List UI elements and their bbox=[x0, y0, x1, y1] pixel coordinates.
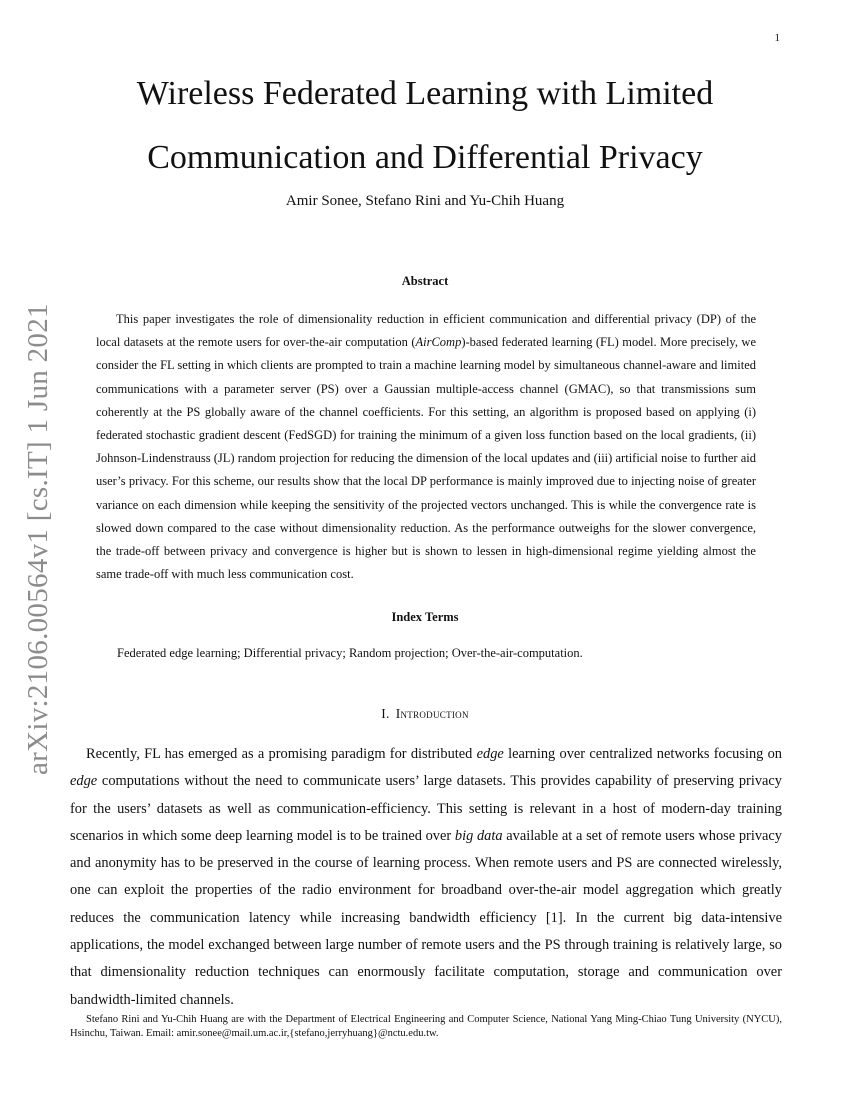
author-affiliation-footnote: Stefano Rini and Yu-Chih Huang are with the Department of Electrical Engineering and Computer Science, National Yang Ming-Chiao Tung University (NYCU), Hsinchu, Taiwan. Email: amir.sonee@mail.um.ac.ir,{stefano,jerryhuang}@nctu.edu.tw. bbox=[70, 1014, 782, 1039]
paper-title bbox=[70, 62, 780, 190]
intro-emphasis-big-data: big data bbox=[454, 827, 503, 844]
intro-emphasis-edge-1: edge bbox=[476, 746, 504, 762]
abstract-body bbox=[96, 308, 756, 586]
index-terms-heading: Index Terms bbox=[391, 610, 459, 624]
paper-title-line-2: Communication and Differential Privacy bbox=[147, 139, 703, 176]
section-heading-introduction bbox=[70, 706, 780, 722]
intro-emphasis-edge-2: edge bbox=[70, 773, 98, 790]
abstract-text-1: This paper investigates the role of dimensionality reduction in efficient communication and differential privacy (DP) of the local datasets at the remote users for over-the-air computation ( bbox=[96, 312, 756, 350]
intro-text-2: learning over centralized networks focusing on bbox=[503, 746, 782, 762]
paper-title-line-1: Wireless Federated Learning with Limited bbox=[136, 75, 714, 112]
author-list: Amir Sonee, Stefano Rini and Yu-Chih Huang bbox=[285, 193, 565, 209]
page-number: 1 bbox=[774, 32, 780, 44]
arxiv-identifier-stamp[interactable]: arXiv:2106.00564v1 [cs.IT] 1 Jun 2021 bbox=[22, 303, 54, 775]
abstract-heading: Abstract bbox=[401, 274, 449, 288]
intro-text-3: computations without the need to communicate users’ large datasets. This provides capability of preserving privacy for the users’ datasets as well as communication-efficiency. This setting is relevant in a host of modern-day training scenarios in which some deep learning model is to be trained over bbox=[70, 773, 782, 844]
section-number: I. bbox=[381, 706, 390, 721]
introduction-paragraph bbox=[70, 741, 782, 1014]
abstract-text-2: )-based federated learning (FL) model. More precisely, we consider the FL setting in which clients are prompted to train a machine learning model by simultaneous channel-aware and limited communications with a parameter server (PS) over a Gaussian multiple-access channel (GMAC), so that transmissions sum coherently at the PS globally aware of the channel coefficients. For this setting, an algorithm is proposed based on applying (i) federated stochastic gradient descent (FedSGD) for training the minimum of a given loss function based on the local gradients, (ii) Johnson-Lindenstrauss (JL) random projection for reducing the dimension of the local updates and (iii) artificial noise to further aid user’s privacy. For this scheme, our results show that the local DP performance is mainly improved due to injecting noise of greater variance on each dimension while keeping the sensitivity of the projected vectors unchanged. This is while the convergence rate is slowed down compared to the case without dimensionality reduction. As the performance outweighs for the slower convergence, the trade-off between privacy and convergence is higher but is shown to lessen in high-dimensional regime yielding almost the same trade-off with much less communication cost. bbox=[96, 335, 757, 582]
index-terms-text: Federated edge learning; Differential privacy; Random projection; Over-the-air-computation. bbox=[117, 646, 583, 660]
intro-text-1: Recently, FL has emerged as a promising paradigm for distributed bbox=[86, 746, 477, 762]
abstract-emphasis-aircomp: AirComp bbox=[415, 335, 462, 350]
section-title: Introduction bbox=[395, 706, 469, 721]
intro-text-4: available at a set of remote users whose privacy and anonymity has to be preserved in the course of learning process. When remote users and PS are connected wirelessly, one can exploit the properties of the radio environment for broadband over-the-air model aggregation which greatly reduces the communication latency while increasing bandwidth efficiency [1]. In the current big data-intensive applications, the model exchanged between large number of remote users and the PS through training is relatively large, so that dimensionality reduction techniques can enormously facilitate computation, storage and communication over bandwidth-limited channels. bbox=[70, 827, 782, 1008]
